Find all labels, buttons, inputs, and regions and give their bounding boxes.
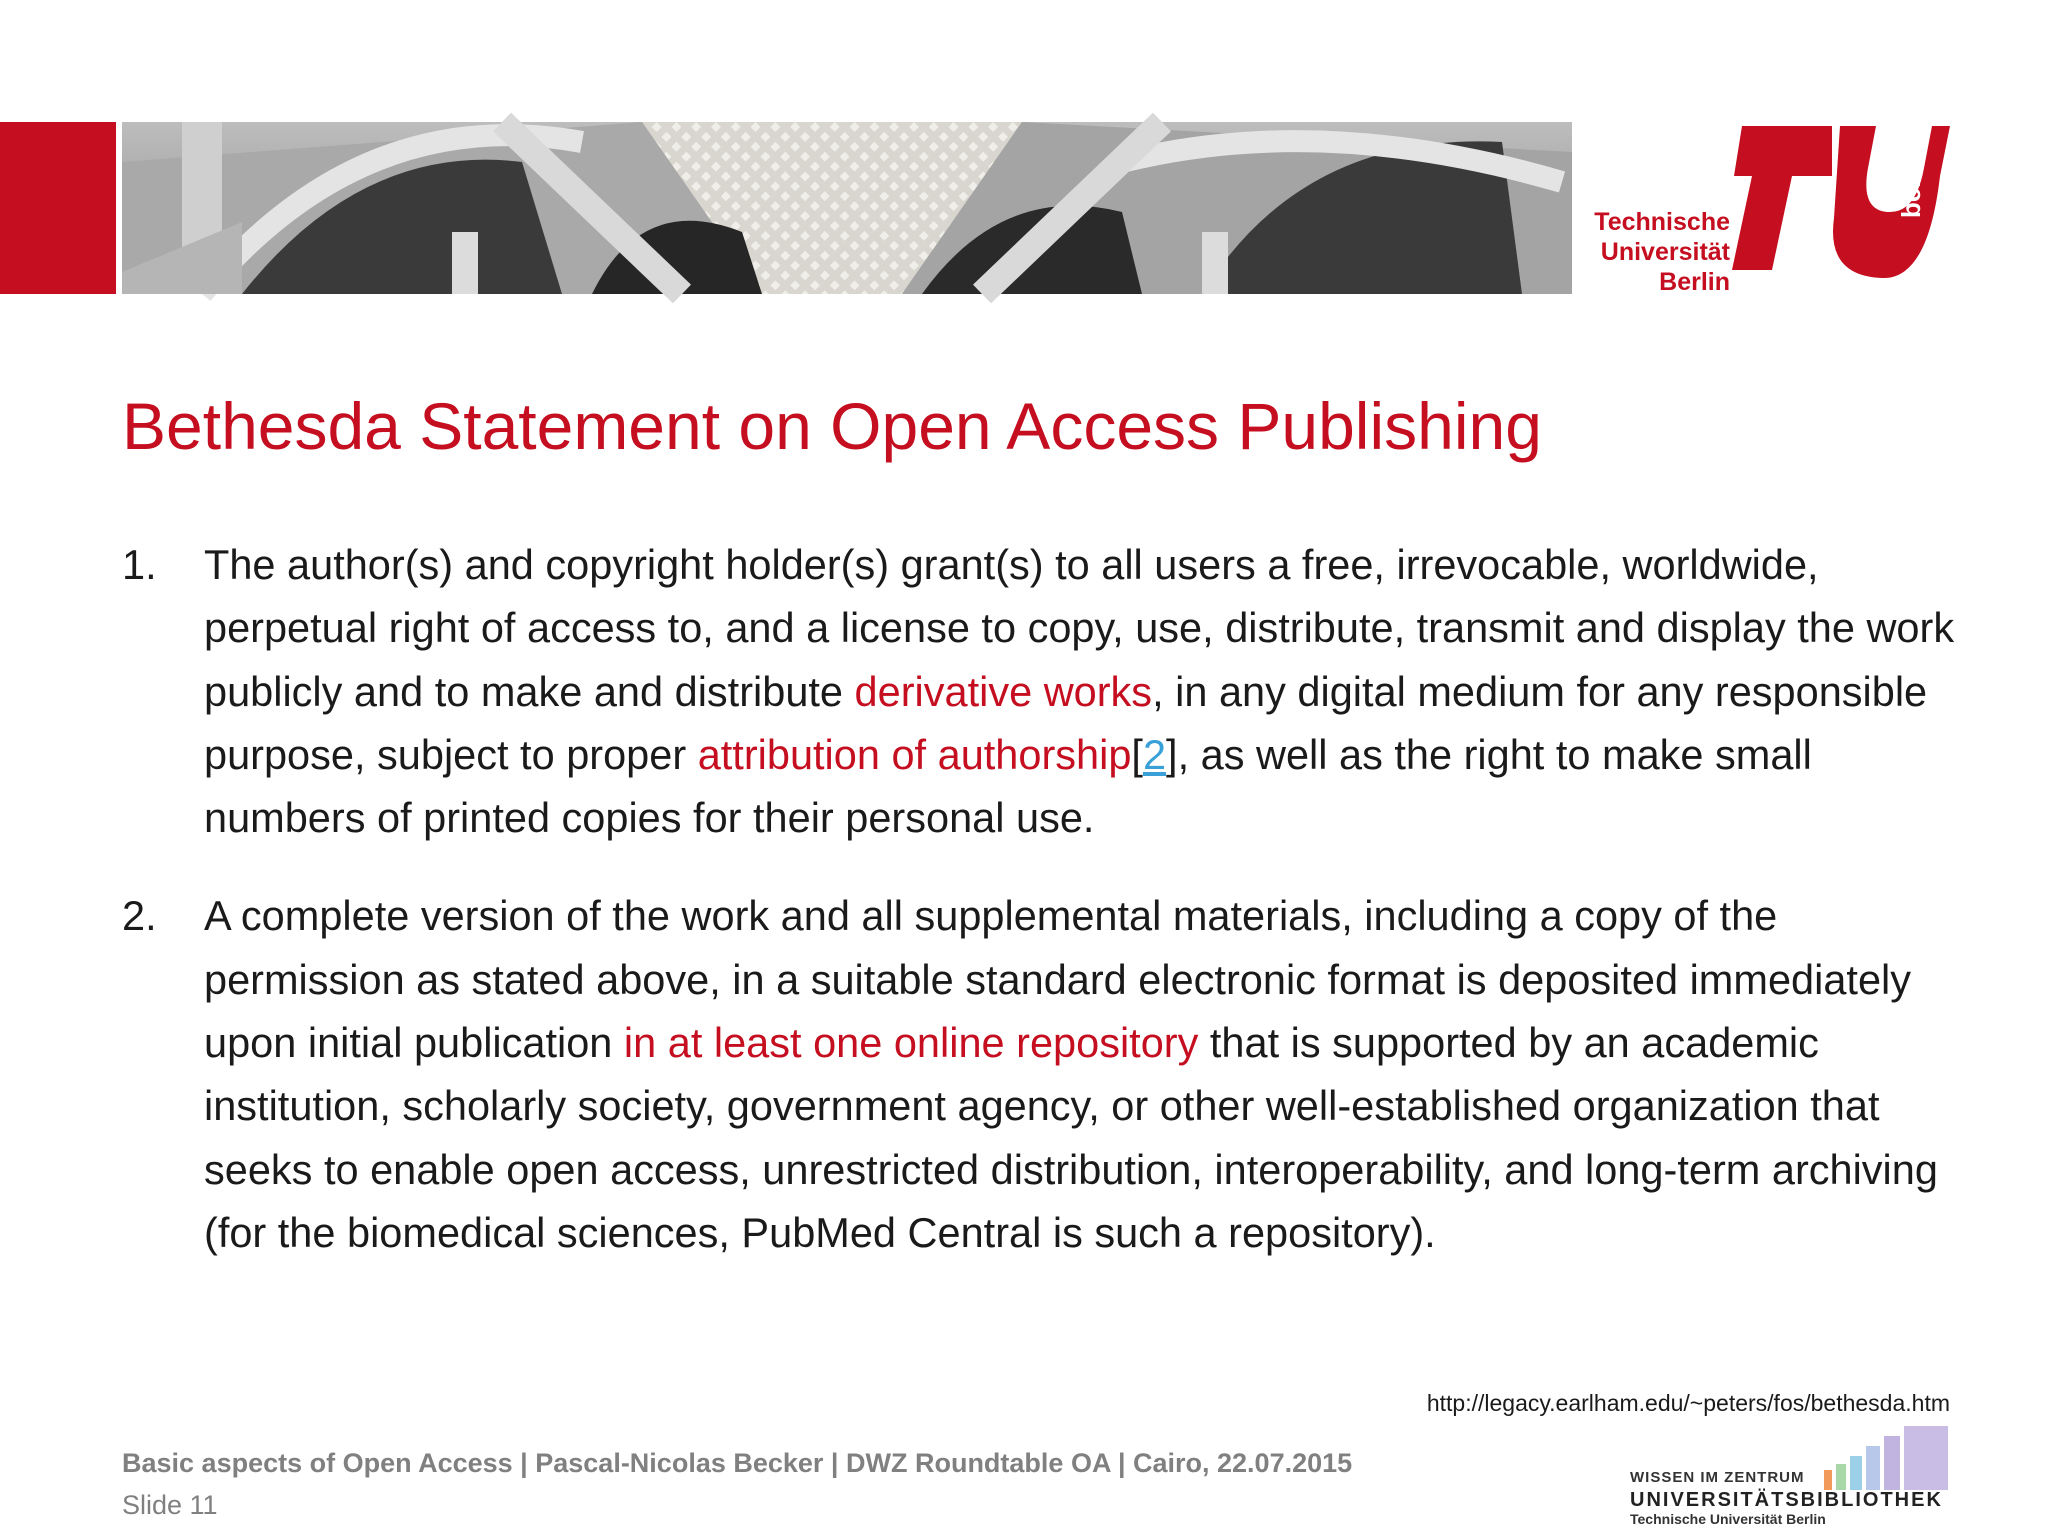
header-red-block (0, 122, 116, 294)
highlight-attribution: attribution of authorship (697, 730, 1132, 778)
item-text: The author(s) and copyright holder(s) grant(s) to all users a free, irrevocable, worldwide, perpetual right of access to, and a license to copy, use, distribute, transmit and display the work publicly and to make and distribute (204, 541, 1955, 715)
tu-berlin-logo (1594, 120, 1950, 300)
ub-logo (1628, 1420, 1958, 1530)
item-number: 2. (122, 892, 157, 940)
statement-item-1 (122, 533, 1982, 849)
statement-list (122, 533, 1982, 1264)
slide-number: Slide 11 (122, 1490, 218, 1520)
item-text: , as well as the right to make small numbers of printed copies for their personal use. (204, 730, 1812, 842)
highlight-derivative-works: derivative works (854, 667, 1153, 715)
logo-line-3: Berlin (1659, 268, 1730, 296)
item-text: that is supported by an academic institution, scholarly society, government agency, or other well-established organization that seeks to enable open access, unrestricted distribution, interoperability, and long-term archiving (for the biomedical sciences, PubMed Central is such a repository). (204, 1019, 1938, 1256)
ub-logo-line-2: UNIVERSITÄTSBIBLIOTHEK (1630, 1489, 1943, 1511)
header-banner-image (122, 122, 1572, 294)
source-url: http://legacy.earlham.edu/~peters/fos/bethesda.htm (1426, 1390, 1950, 1416)
logo-line-2: Universität (1600, 238, 1730, 266)
ub-logo-line-1: WISSEN IM ZENTRUM (1630, 1469, 1805, 1486)
ref-bracket-close: ] (1166, 730, 1178, 778)
ub-logo-line-3: Technische Universität Berlin (1630, 1511, 1826, 1527)
item-text: A complete version of the work and all supplemental materials, including a copy of the permission as stated above, in a suitable standard electronic format is deposited immediately upon initial publication (204, 892, 1911, 1067)
slide-title: Bethesda Statement on Open Access Publishing (122, 389, 1542, 463)
statement-item-2 (122, 884, 1982, 1264)
footer-line: Basic aspects of Open Access | Pascal-Nicolas Becker | DWZ Roundtable OA | Cairo, 22.07.2015 (122, 1448, 1353, 1478)
ref-bracket-open: [ (1131, 730, 1143, 778)
logo-mark-text: berlin (1896, 147, 1926, 218)
logo-line-1: Technische (1594, 208, 1730, 236)
highlight-repository: in at least one online repository (623, 1019, 1199, 1067)
item-text: , in any digital medium for any responsible purpose, subject to proper (204, 667, 1928, 778)
reference-link[interactable]: 2 (1142, 730, 1167, 778)
item-number: 1. (122, 541, 157, 588)
